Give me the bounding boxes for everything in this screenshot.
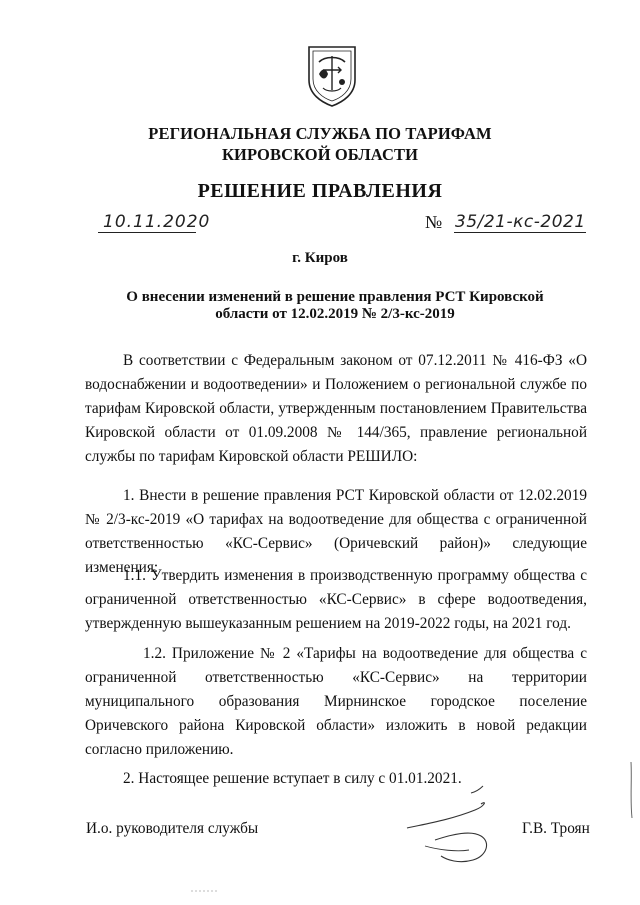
document-type-title: РЕШЕНИЕ ПРАВЛЕНИЯ	[197, 180, 443, 202]
document-number: 35/21-кс-2021	[455, 212, 586, 232]
number-underline	[454, 232, 586, 233]
handwritten-signature	[395, 780, 505, 880]
preamble-paragraph: В соответствии с Федеральным законом от 07.12.2011 № 416-ФЗ «О водоснабжении и водоотведении» и Положением о региональной службе по тарифам Кировской области, утвержденным постановлением Правительства Кировской области от 01.09.2008 № 144/365, правление региональной службы по тарифам Кировской области РЕШИЛО:	[85, 352, 587, 465]
kirov-coat-of-arms-icon	[305, 44, 359, 108]
date-underline	[98, 232, 196, 233]
city-name: г. Киров	[292, 250, 348, 266]
margin-mark	[626, 760, 636, 820]
document-subject: О внесении изменений в решение правления РСТ Кировской области от 12.02.2019 № 2/3-кс-2019	[126, 289, 544, 322]
organization-name-line2: КИРОВСКОЙ ОБЛАСТИ	[221, 145, 419, 164]
item-1-1-paragraph: 1.1. Утвердить изменения в производственную программу общества с ограниченной ответственностью «КС-Сервис» в сфере водоотведения, утвержденную вышеуказанным решением на 2019-2022 годы, на 2021 год.	[85, 567, 587, 632]
faint-mark	[190, 888, 220, 894]
document-date: 10.11.2020	[103, 212, 211, 232]
signatory-name: Г.В. Троян	[522, 820, 590, 837]
signatory-role: И.о. руководителя службы	[86, 820, 259, 837]
item-2-paragraph: 2. Настоящее решение вступает в силу с 01.01.2021.	[123, 770, 462, 787]
number-prefix: №	[425, 212, 443, 232]
organization-name-line1: РЕГИОНАЛЬНАЯ СЛУЖБА ПО ТАРИФАМ	[148, 124, 492, 143]
item-1-paragraph: 1. Внести в решение правления РСТ Кировской области от 12.02.2019 № 2/3-кс-2019 «О тарифах на водоотведение для общества с ограниченной ответственностью «КС-Сервис» (Оричевский район)» следующие изменения:	[85, 487, 587, 576]
item-1-2-paragraph: 1.2. Приложение № 2 «Тарифы на водоотведение для общества с ограниченной ответственностью «КС-Сервис» на территории муниципального образования Мирнинское городское поселение Оричевского района Кировской области» изложить в новой редакции согласно приложению.	[85, 645, 587, 758]
